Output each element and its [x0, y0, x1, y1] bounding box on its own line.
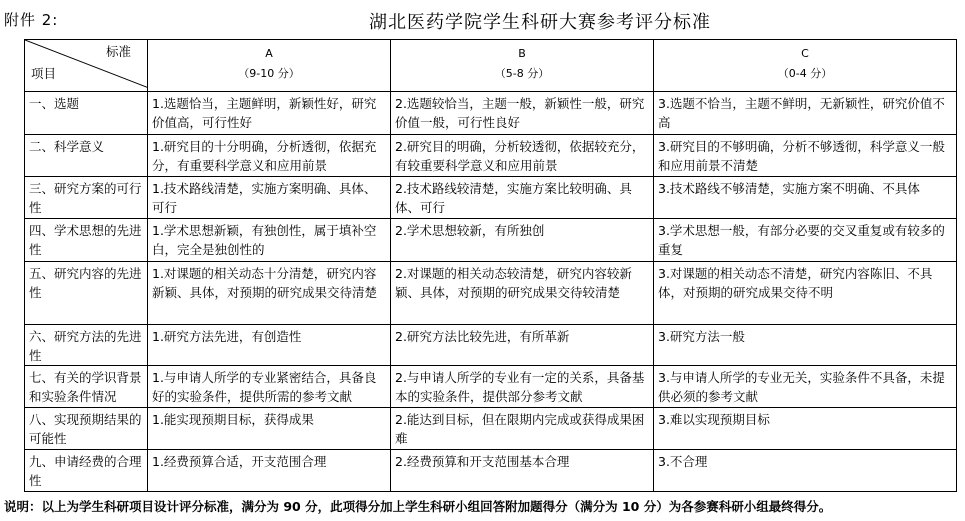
- table-row: [25, 177, 957, 219]
- level-c-cell: 3.研究方法一般: [654, 325, 957, 366]
- level-c-cell: 3.不合理: [654, 450, 957, 492]
- level-c-cell: 3.技术路线不够清楚，实施方案不明确、不具体: [654, 177, 957, 219]
- level-a-cell: 1.研究方法先进，有创造性: [148, 325, 391, 366]
- level-a-cell: 1.对课题的相关动态十分清楚，研究内容新颖、具体，对预期的研究成果交待清楚: [148, 262, 391, 325]
- level-c-cell: 3.与申请人所学的专业无关，实验条件不具备，未提供必须的参考文献: [654, 366, 957, 408]
- level-a-cell: 1.学术思想新颖，有独创性，属于填补空白，完全是独创性的: [148, 219, 391, 262]
- level-a-cell: 1.技术路线清楚，实施方案明确、具体、可行: [148, 177, 391, 219]
- criterion-cell: 一、选题: [25, 92, 148, 135]
- table-row: [25, 325, 957, 366]
- level-range: （9-10 分）: [238, 67, 300, 80]
- level-b-cell: 2.研究方法比较先进，有所革新: [391, 325, 654, 366]
- footnote: 说明：以上为学生科研项目设计评分标准，满分为 90 分，此项得分加上学生科研小组回答附加题得分（满分为 10 分）为各参赛科研小组最终得分。: [4, 499, 832, 514]
- level-c-cell: 3.选题不恰当，主题不鲜明，无新颖性，研究价值不高: [654, 92, 957, 135]
- level-c-cell: 3.研究目的不够明确，分析不够透彻，科学意义一般和应用前景不清楚: [654, 135, 957, 177]
- level-a-cell: 1.经费预算合适，开支范围合理: [148, 450, 391, 492]
- level-b-cell: 2.经费预算和开支范围基本合理: [391, 450, 654, 492]
- table-row: [25, 135, 957, 177]
- level-b-cell: 2.对课题的相关动态较清楚，研究内容较新颖、具体，对预期的研究成果交待较清楚: [391, 262, 654, 325]
- level-c-cell: 3.对课题的相关动态不清楚，研究内容陈旧、不具体，对预期的研究成果交待不明: [654, 262, 957, 325]
- level-a-cell: 1.与申请人所学的专业紧密结合，具备良好的实验条件，提供所需的参考文献: [148, 366, 391, 408]
- level-range: （5-8 分）: [494, 67, 550, 80]
- page-title: 湖北医药学院学生科研大赛参考评分标准: [369, 12, 711, 33]
- table-row: [25, 408, 957, 450]
- level-c-cell: 3.学术思想一般，有部分必要的交叉重复或有较多的重复: [654, 219, 957, 262]
- criterion-cell: 三、研究方案的可行性: [25, 177, 148, 219]
- standard-label: 标准: [105, 44, 131, 59]
- level-letter: B: [518, 47, 526, 60]
- table-row: [25, 92, 957, 135]
- table-row: [25, 262, 957, 325]
- level-b-cell: 2.技术路线较清楚，实施方案比较明确、具体、可行: [391, 177, 654, 219]
- attachment-label: 附件 2:: [4, 11, 59, 29]
- level-c-cell: 3.难以实现预期目标: [654, 408, 957, 450]
- level-b-cell: 2.选题较恰当，主题一般，新颖性一般，研究价值一般，可行性良好: [391, 92, 654, 135]
- item-label: 项目: [31, 66, 57, 81]
- level-a-header: [148, 40, 391, 92]
- criterion-cell: 四、学术思想的先进性: [25, 219, 148, 262]
- level-a-cell: 1.选题恰当，主题鲜明，新颖性好，研究价值高，可行性好: [148, 92, 391, 135]
- level-b-cell: 2.研究目的明确，分析较透彻，依据较充分，有较重要科学意义和应用前景: [391, 135, 654, 177]
- table-row: [25, 450, 957, 492]
- criterion-cell: 五、研究内容的先进性: [25, 262, 148, 325]
- table-row: [25, 219, 957, 262]
- criterion-cell: 八、实现预期结果的可能性: [25, 408, 148, 450]
- scoring-table: [24, 39, 957, 492]
- level-b-cell: 2.能达到目标，但在限期内完成或获得成果困难: [391, 408, 654, 450]
- level-b-cell: 2.学术思想较新，有所独创: [391, 219, 654, 262]
- level-range: （0-4 分）: [777, 67, 833, 80]
- level-c-header: [654, 40, 957, 92]
- level-b-header: [391, 40, 654, 92]
- level-a-cell: 1.研究目的十分明确，分析透彻，依据充分，有重要科学意义和应用前景: [148, 135, 391, 177]
- criterion-cell: 九、申请经费的合理性: [25, 450, 148, 492]
- header-row: [25, 40, 957, 92]
- criterion-cell: 二、科学意义: [25, 135, 148, 177]
- criterion-cell: 六、研究方法的先进性: [25, 325, 148, 366]
- header-corner-cell: [25, 40, 148, 92]
- level-b-cell: 2.与申请人所学的专业有一定的关系，具备基本的实验条件，提供部分参考文献: [391, 366, 654, 408]
- table-row: [25, 366, 957, 408]
- level-a-cell: 1.能实现预期目标，获得成果: [148, 408, 391, 450]
- criterion-cell: 七、有关的学识背景和实验条件情况: [25, 366, 148, 408]
- level-letter: A: [265, 47, 273, 60]
- level-letter: C: [801, 47, 809, 60]
